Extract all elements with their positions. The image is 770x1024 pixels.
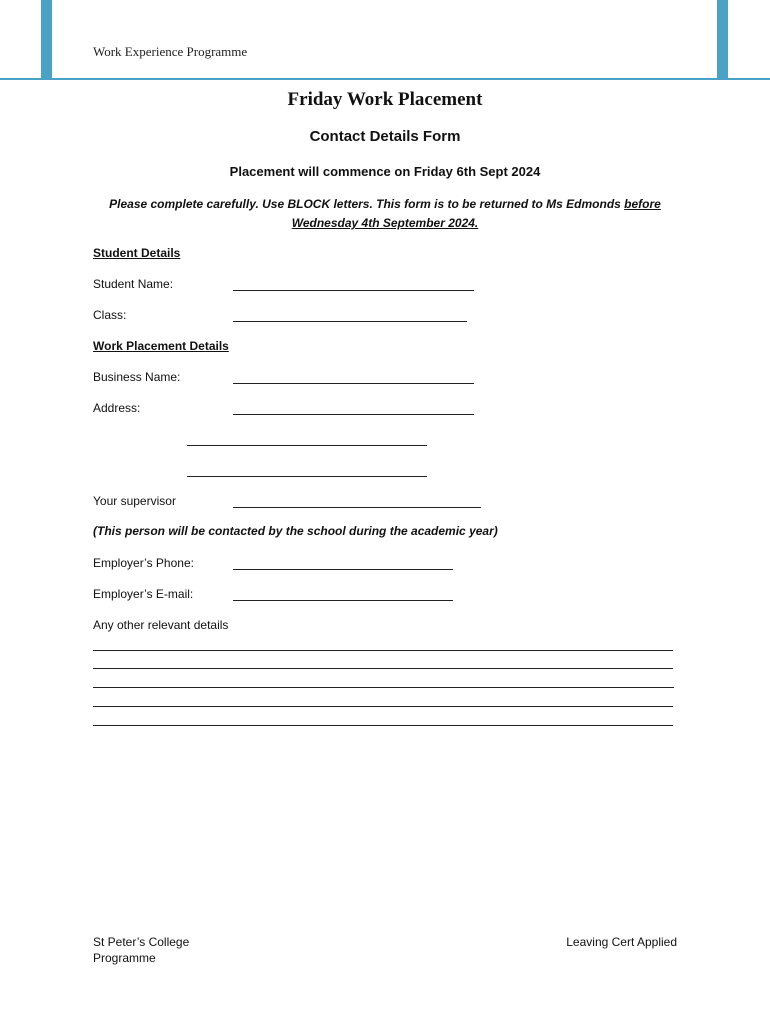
address-field-line-1[interactable] (233, 414, 474, 415)
address-label: Address: (93, 401, 141, 415)
other-details-line-3[interactable] (93, 687, 674, 688)
instructions-text (93, 195, 677, 233)
class-field[interactable] (233, 321, 467, 322)
employer-email-field[interactable] (233, 600, 453, 601)
instructions-deadline: before Wednesday 4th September 2024. (291, 197, 661, 230)
page-title: Friday Work Placement (287, 89, 483, 110)
instructions-main: Please complete carefully. Use BLOCK letters. This form is to be returned to Ms Edmonds (109, 197, 625, 211)
page-header: Work Experience Programme (93, 44, 248, 59)
employer-phone-label: Employer’s Phone: (93, 556, 194, 570)
employer-email-label: Employer’s E-mail: (93, 587, 194, 601)
student-name-label: Student Name: (93, 277, 174, 291)
student-name-field[interactable] (233, 290, 474, 291)
business-name-label: Business Name: (93, 370, 181, 384)
footer-school-name: St Peter’s College (93, 935, 190, 949)
employer-phone-field[interactable] (233, 569, 453, 570)
class-label: Class: (93, 308, 127, 322)
commence-date-text: Placement will commence on Friday 6th Sept 2024 (229, 164, 541, 179)
student-details-heading: Student Details (93, 246, 181, 260)
work-placement-heading: Work Placement Details (93, 339, 229, 353)
footer-left (93, 934, 189, 966)
other-details-line-4[interactable] (93, 706, 673, 707)
form-subtitle: Contact Details Form (309, 128, 461, 145)
header-accent-bar-right (717, 0, 728, 79)
supervisor-field[interactable] (233, 507, 481, 508)
supervisor-label: Your supervisor (93, 494, 176, 508)
address-field-line-3[interactable] (187, 476, 427, 477)
business-name-field[interactable] (233, 383, 474, 384)
other-details-line-5[interactable] (93, 725, 673, 726)
header-divider (0, 78, 770, 80)
footer-programme: Programme (93, 951, 156, 965)
address-field-line-2[interactable] (187, 445, 427, 446)
header-accent-bar-left (41, 0, 52, 79)
footer-right: Leaving Cert Applied (566, 935, 677, 949)
other-details-line-2[interactable] (93, 668, 673, 669)
other-details-label: Any other relevant details (93, 618, 229, 632)
other-details-line-1[interactable] (93, 650, 673, 651)
supervisor-note: (This person will be contacted by the school during the academic year) (93, 524, 498, 538)
